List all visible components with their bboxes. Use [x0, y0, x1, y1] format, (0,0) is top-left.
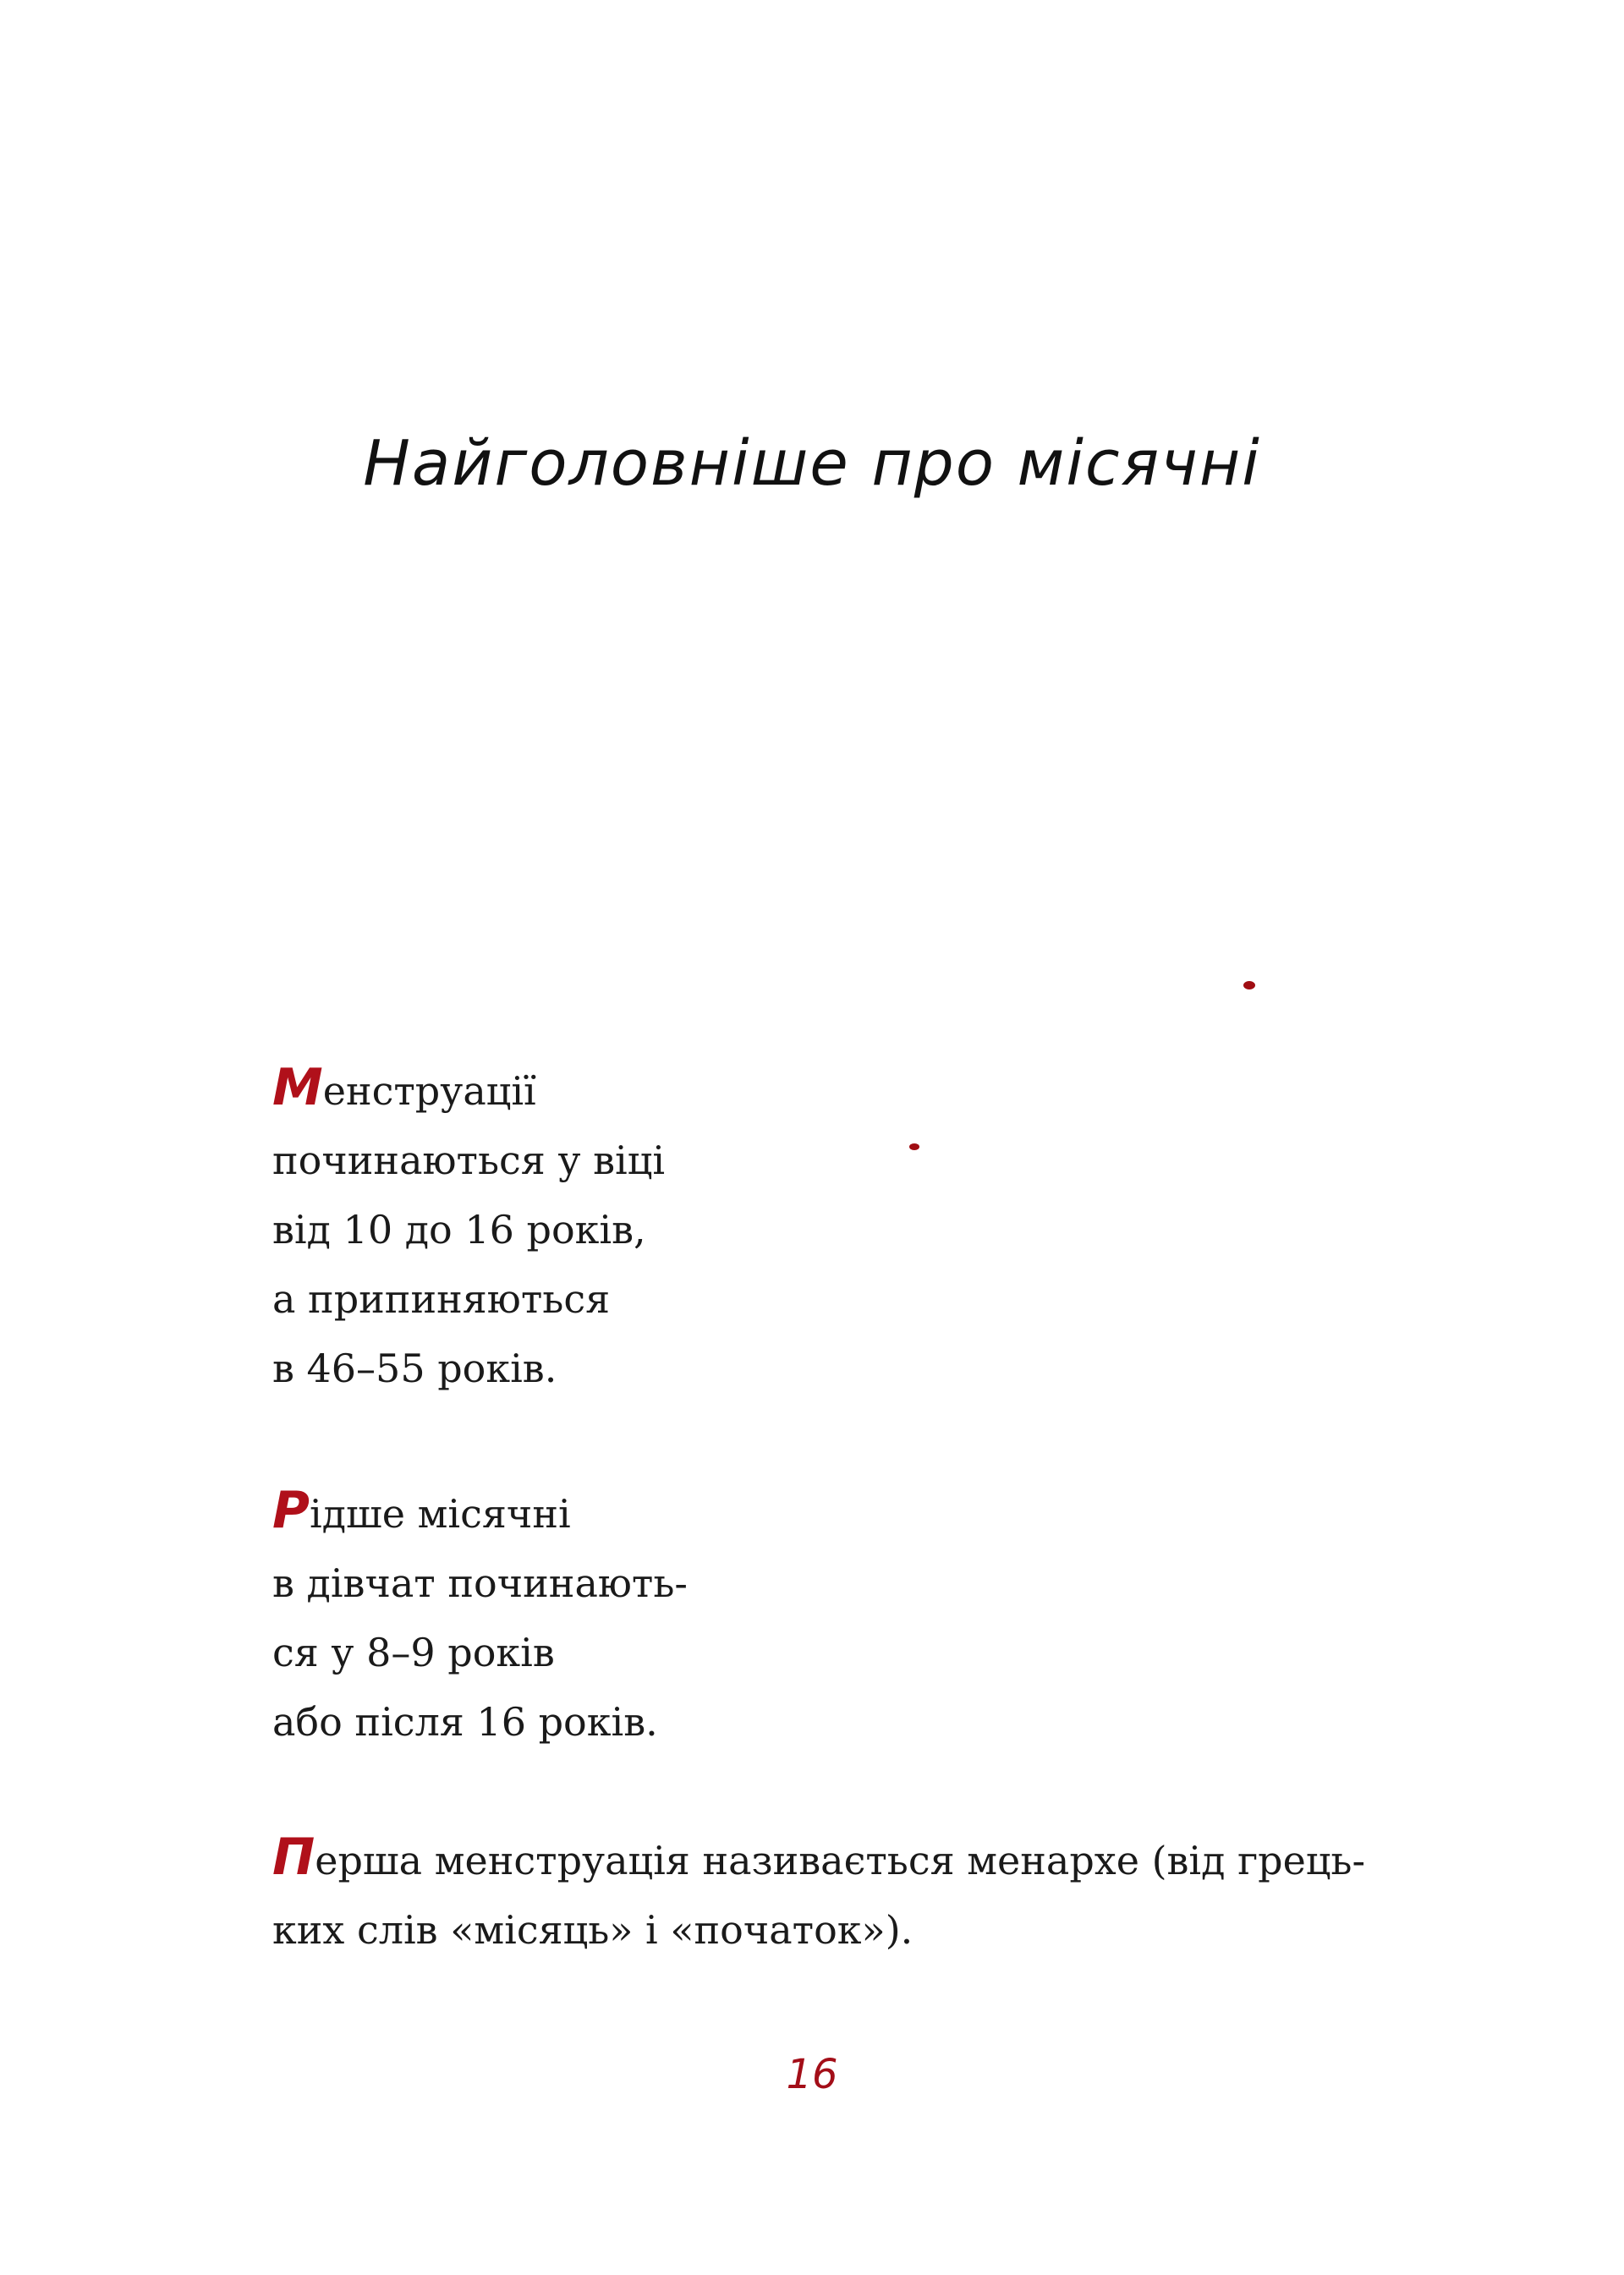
- drop-cap: М: [272, 1058, 323, 1117]
- paragraph-menstruation-age: Менструації починаються у віці від 10 до 16 років, а припиняються в 46–55 років.: [272, 1058, 666, 1391]
- decorative-red-dot: [1243, 981, 1255, 989]
- paragraph-menarche: Перша менструація називається менархе (від грець- ких слів «місяць» і «початок»).: [272, 1828, 1366, 1953]
- decorative-red-dot: [909, 1143, 919, 1150]
- page-title: Найголовніше про місячні: [363, 427, 1261, 500]
- drop-cap: П: [272, 1828, 315, 1887]
- paragraph-rare-cases: Рідше місячні в дівчат починають- ся у 8–9 років або після 16 років.: [272, 1481, 688, 1745]
- drop-cap: Р: [272, 1481, 310, 1540]
- page-number: 16: [786, 2051, 838, 2098]
